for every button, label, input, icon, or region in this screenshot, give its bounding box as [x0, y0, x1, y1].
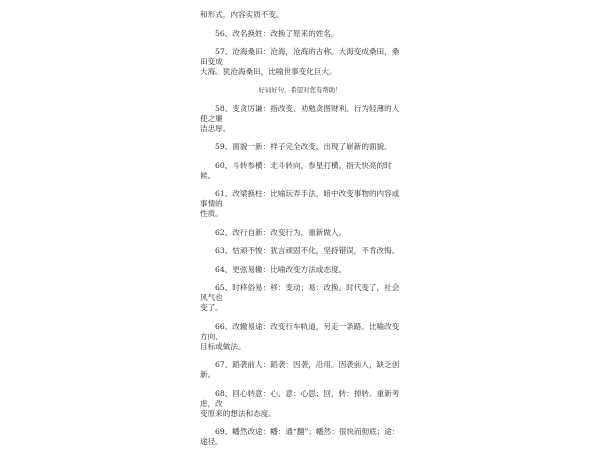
text-line: 64、更弦易辙：比喻改变方法或态度。 [215, 264, 347, 274]
text-line: 68、回心转意：心、意：心思；回，转：掉转。重新考虑，改 [200, 388, 400, 408]
paragraph-60 [200, 161, 400, 181]
text-line: 62、改行自新：改变行为，重新做人。 [215, 227, 347, 237]
text-line: 和形式，内容实质不变。 [200, 10, 284, 19]
text-line: 69、幡然改途：幡：通“翻”；幡然：很快而彻底；途：途径。 [200, 427, 400, 446]
text-line: 洁忠厚。 [200, 123, 231, 133]
paragraph-63 [200, 246, 400, 256]
text-line: 66、改辙易途：改变行车轨道，另走一条路。比喻改变方向、 [200, 321, 400, 341]
paragraph-56 [200, 29, 400, 39]
text-line: 60、斗转参横：北斗转向，参星打横。指天快亮的时候。 [200, 160, 392, 180]
text-line: 56、改名换姓：改换了原来的姓名。 [215, 28, 339, 38]
document-body [200, 10, 400, 456]
text-line: 57、沧海桑田：沧海，沧海的古称。大海变成桑田，桑田变成 [200, 47, 400, 66]
text-line: 63、怙顽不悛：犹言顽固不化，坚持错误，不肯改悔。 [215, 246, 400, 255]
paragraph-57 [200, 47, 400, 77]
text-line: 性质。 [200, 209, 223, 218]
text-line: 61、改梁换柱：比喻玩弄手法，暗中改变事物的内容或事情的 [200, 189, 400, 208]
text-line: 65、时移俗易：移：变动；易：改换。时代变了，社会风气也 [200, 283, 400, 302]
text-line: 58、变贪厉谦：指改变、劝勉贪图财利、行为轻薄的人使之廉 [200, 103, 400, 123]
text-line: 目标或做法。 [200, 341, 246, 351]
paragraph [200, 10, 400, 20]
paragraph-67 [200, 360, 400, 380]
text-line: 59、面貌一新：样子完全改变，出现了崭新的面貌。 [215, 142, 392, 151]
paragraph-64 [200, 265, 400, 275]
paragraph-69 [200, 427, 400, 447]
paragraph-62 [200, 228, 400, 238]
text-line: 大海。犹沧海桑田，比喻世事变化巨大。 [200, 67, 337, 76]
text-line: 变原来的想法和态度。 [200, 408, 276, 418]
paragraph-68 [200, 389, 400, 419]
center-note: 好词好句，希望对您有帮助！ [258, 85, 342, 94]
paragraph-59 [200, 142, 400, 152]
paragraph-58 [200, 104, 400, 134]
paragraph-66 [200, 322, 400, 352]
paragraph-65 [200, 283, 400, 313]
text-line: 变了。 [200, 303, 223, 312]
text-line: 67、蹈袭前人：蹈袭：因袭，沿用。因袭前人，缺乏创新。 [200, 360, 400, 379]
paragraph-61 [200, 189, 400, 219]
